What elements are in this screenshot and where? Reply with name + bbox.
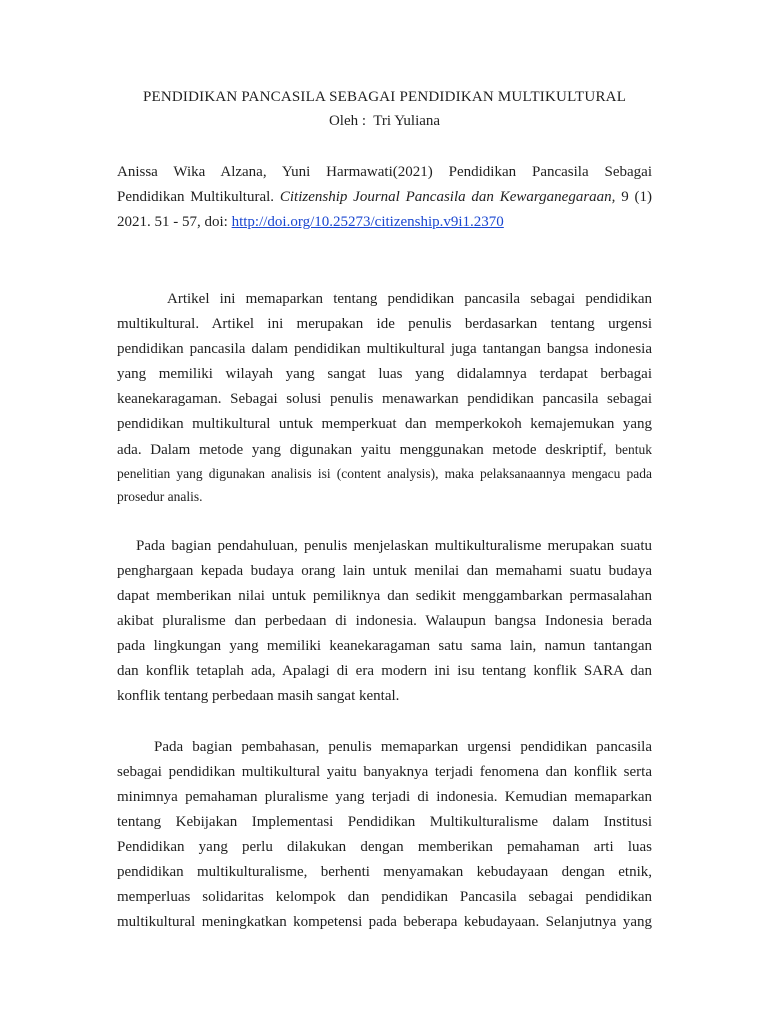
- paragraph-line: Pendidikan yang perlu dilakukan dengan memberikan pemahaman arti luas: [117, 838, 652, 855]
- document-title: PENDIDIKAN PANCASILA SEBAGAI PENDIDIKAN MULTIKULTURAL: [142, 89, 627, 105]
- citation-title-text: Pendidikan Multikultural.: [117, 189, 275, 205]
- citation-pages-text: 2021. 51 - 57, doi:: [117, 214, 228, 230]
- paragraph-introduction: [117, 534, 652, 709]
- citation-block: [117, 160, 652, 235]
- paragraph-discussion: [117, 735, 652, 935]
- paragraph-small-line: prosedur analis.: [117, 488, 203, 504]
- paragraph-line: sebagai pendidikan multikultural yaitu banyaknya terjadi fenomena dan konflik serta: [117, 763, 652, 780]
- paragraph-line: pendidikan pancasila dalam pendidikan multikultural juga tantangan bangsa indonesia: [117, 340, 652, 357]
- paragraph-line: Pada bagian pendahuluan, penulis menjelaskan multikulturalisme merupakan suatu: [136, 537, 652, 554]
- author-line: Oleh : Tri Yuliana: [328, 113, 441, 129]
- citation-line: [117, 185, 652, 210]
- paragraph-line: konflik tentang perbedaan masih sangat kental.: [117, 687, 400, 704]
- paragraph-line: Artikel ini memaparkan tentang pendidikan pancasila sebagai pendidikan: [167, 290, 652, 307]
- journal-name: Citizenship Journal Pancasila dan Kewarganegaraan,: [279, 189, 616, 205]
- paragraph-line: [117, 437, 652, 462]
- doi-link[interactable]: http://doi.org/10.25273/citizenship.v9i1.2370: [231, 214, 504, 230]
- paragraph-line: keanekaragaman. Sebagai solusi penulis menawarkan pendidikan pancasila sebagai: [117, 390, 652, 407]
- citation-line: Anissa Wika Alzana, Yuni Harmawati(2021) Pendidikan Pancasila Sebagai: [117, 164, 652, 180]
- paragraph-line: akibat pluralisme dan perbedaan di indonesia. Walaupun bangsa Indonesia berada: [117, 612, 652, 629]
- journal-volume: 9 (1): [621, 189, 653, 205]
- paragraph-line: minimnya pemahaman pluralisme yang terjadi di indonesia. Kemudian memaparkan: [117, 788, 652, 805]
- paragraph-line: Pada bagian pembahasan, penulis memaparkan urgensi pendidikan pancasila: [154, 738, 652, 755]
- paragraph-line: memperluas solidaritas kelompok dan pendidikan Pancasila sebagai pendidikan: [117, 888, 652, 905]
- paragraph-line: pada lingkungan yang memiliki keanekaragaman satu sama lain, namun tantangan: [117, 637, 652, 654]
- paragraph-line: tentang Kebijakan Implementasi Pendidikan Multikulturalisme dalam Institusi: [117, 813, 652, 830]
- paragraph-line: multikultural. Artikel ini merupakan ide penulis berdasarkan tentang urgensi: [117, 315, 652, 332]
- paragraph-line: pendidikan multikultural untuk memperkuat dan memperkokoh kemajemukan yang: [117, 415, 652, 432]
- paragraph-line: dan konflik tetaplah ada, Apalagi di era modern ini isu tentang konflik SARA dan: [117, 662, 652, 679]
- paragraph-small-line: penelitian yang digunakan analisis isi (content analysis), maka pelaksanaannya mengacu pada: [117, 465, 652, 481]
- paragraph-line-text: ada. Dalam metode yang digunakan yaitu menggunakan metode deskriptif,: [117, 441, 607, 458]
- paragraph-line: dapat memberikan nilai untuk pemiliknya dan sedikit menggambarkan permasalahan: [117, 587, 652, 604]
- paragraph-small-text: bentuk: [615, 441, 652, 457]
- paragraph-line: multikultural meningkatkan kompetensi pada beberapa kebudayaan. Selanjutnya yang: [117, 913, 652, 930]
- paragraph-summary: [117, 287, 652, 508]
- title-block: [117, 85, 652, 133]
- paragraph-line: penghargaan kepada budaya orang lain untuk menilai dan memahami suatu budaya: [117, 562, 652, 579]
- paragraph-line: pendidikan multikulturalisme, berhenti menyamakan kebudayaan dengan etnik,: [117, 863, 652, 880]
- citation-line: [117, 210, 652, 235]
- paragraph-line: yang memiliki wilayah yang sangat luas yang didalamnya terdapat berbagai: [117, 365, 652, 382]
